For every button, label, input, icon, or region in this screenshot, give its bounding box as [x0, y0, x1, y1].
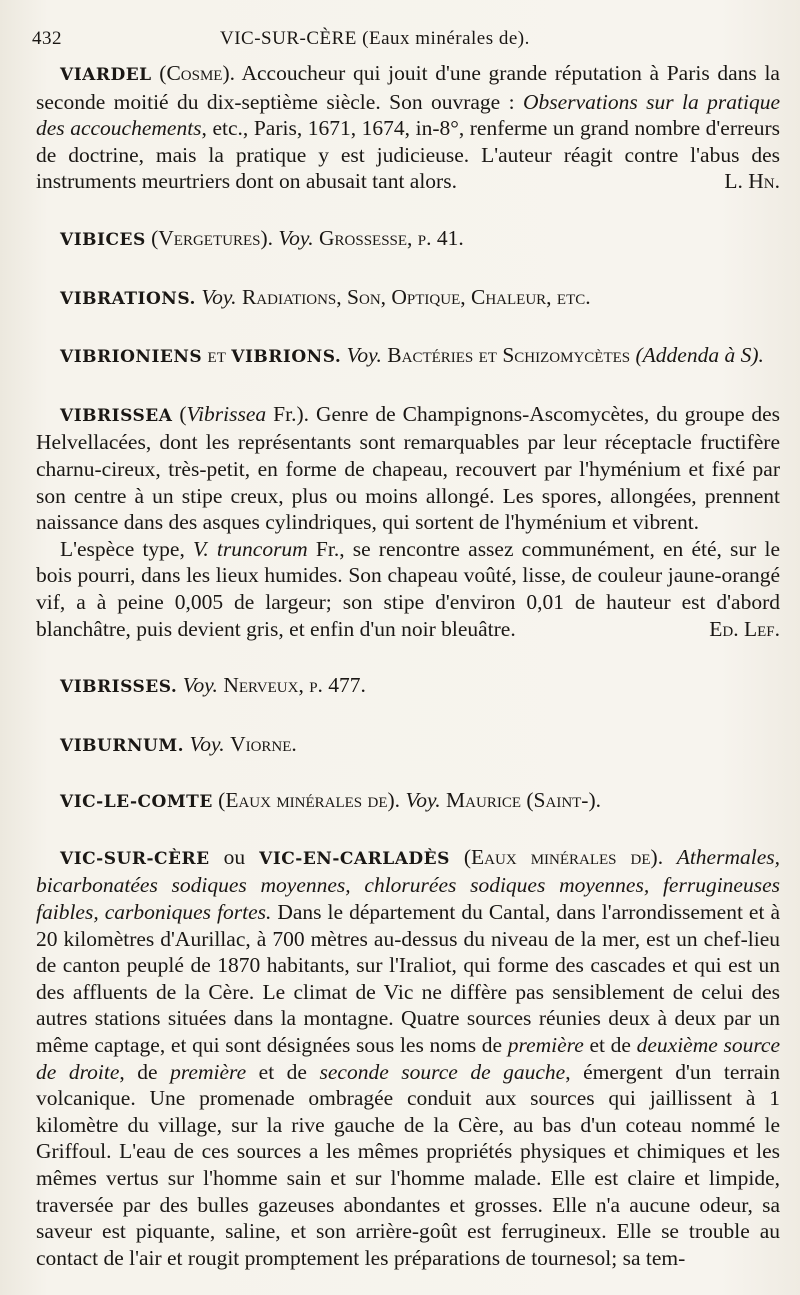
- entry-vibrissea: [36, 401, 780, 642]
- entry-body: Genre de Champignons-Ascomycètes, du groupe des Helvellacées, dont les représentants sont remarquables par leur réceptacle fructifère charnu-cireux, très-petit, en forme de chapeau, recouvert par l'hyménium et fixé par son centre à un stipe creux, plus ou moins allongé. Les spores, allongées, prennent naissance dans des asques cylindriques, qui sortent de l'hyménium et vibrent.: [36, 401, 780, 535]
- addenda-note: (Addenda à S).: [630, 343, 764, 368]
- page-header: [32, 28, 770, 58]
- conjunction: ou: [209, 844, 260, 869]
- headword: VIC-LE-COMTE: [60, 792, 213, 813]
- entry-text: [36, 401, 780, 536]
- cross-reference: Nerveux, p. 477.: [223, 673, 366, 698]
- entry-lead: (Cosme).: [151, 61, 235, 85]
- connector: , de: [119, 1059, 171, 1084]
- cross-reference: Viorne.: [230, 731, 297, 756]
- voy-label: Voy.: [177, 673, 224, 698]
- voy-label: Voy.: [195, 284, 242, 309]
- voy-label: Voy.: [273, 225, 319, 250]
- entry-text: [36, 731, 780, 760]
- entry-vibrioniens: [36, 342, 780, 371]
- cross-reference: Bactéries et Schizomycètes: [387, 343, 631, 368]
- cross-reference: Grossesse, p. 41.: [318, 225, 464, 250]
- headword: VIBICES: [60, 229, 146, 250]
- entry-text: [36, 342, 780, 371]
- headword: VIBRATIONS.: [60, 288, 196, 309]
- source-name-1: première: [507, 1033, 584, 1058]
- species-name: V. truncorum: [193, 536, 308, 561]
- headword: VIBRIONIENS: [60, 347, 203, 368]
- voy-label: Voy.: [341, 343, 388, 368]
- connector: et de: [246, 1059, 320, 1084]
- connector: et de: [583, 1033, 637, 1058]
- entry-text: [36, 672, 780, 701]
- headword: VIBRISSES.: [60, 677, 178, 698]
- entry-text: [36, 844, 780, 1272]
- headword-2: VIBRIONS.: [231, 347, 342, 368]
- source-name-3: première: [170, 1059, 247, 1084]
- headword: VIBRISSEA: [60, 405, 173, 426]
- cross-reference: Maurice (Saint-).: [446, 788, 602, 813]
- paragraph-start: L'espèce type,: [60, 536, 194, 561]
- author-signature: L. Hn.: [724, 169, 780, 194]
- entry-vibices: [36, 225, 780, 254]
- entry-vic-sur-cere: [36, 844, 780, 1272]
- entry-body: Dans le département du Cantal, dans l'arrondissement et à 20 kilomètres d'Aurillac, à 700 mètres au-dessus du niveau de la mer, est un chef-lieu de canton peuplé de 1870 habitants, sur l'Iraliot, qui forme des cascades et qui est un des affluents de la Cère. Le climat de Vic ne diffère pas sensiblement de celui des autres stations situées dans la montagne. Quatre sources réunies deux à deux par un même captage, et qui sont désignées sous les noms de: [36, 900, 780, 1058]
- entry-lead: (Eaux minérales de).: [449, 844, 664, 869]
- entry-body-rest: , émergent d'un terrain volcanique. Une promenade ombragée conduit aux sources qui jaillissent à 1 kilomètre du village, sur la rive gauche de la Cère, au bas d'un coteau nommé le Griffoul. L'eau de ces sources a les mêmes propriétés physiques et chimiques et les mêmes vertus sur l'homme sain et sur l'homme malade. Elle est claire et limpide, traversée par des bulles gazeuses abondantes et grosses. Elle n'a aucune odeur, sa saveur est piquante, saline, et son arrière-goût est ferrugineux. Elle se trouble au contact de l'air et rougit promptement les préparations de tournesol; sa tem-: [36, 1059, 780, 1270]
- entry-text: [36, 787, 780, 816]
- paragraph-rest: Fr., se rencontre assez communément, en été, sur le bois pourri, dans les lieux humides. Son chapeau voûté, lisse, de couleur jaune-orangé vif, a à peine 0,005 de largeur; son stipe d'environ 0,01 de hauteur est d'abord blanchâtre, puis devient gris, et enfin d'un noir bleuâtre.: [36, 536, 781, 641]
- paren-close: Fr.).: [266, 401, 309, 426]
- entry-viardel: [36, 60, 780, 195]
- entry-vibrations: [36, 284, 780, 313]
- voy-label: Voy.: [184, 731, 231, 756]
- page-number: 432: [32, 28, 62, 49]
- entry-body-rest: , etc., Paris, 1671, 1674, in-8°, renferme un grand nombre d'erreurs de doctrine, mais la pratique y est judicieuse. L'auteur réagit contre l'abus des instruments meurtriers dont on abusait tant alors.: [36, 116, 780, 194]
- entry-lead: (Eaux minérales de).: [212, 788, 401, 813]
- headword: VIBURNUM.: [60, 735, 185, 756]
- headword: VIC-SUR-CÈRE: [60, 848, 210, 869]
- author-signature: Ed. Lef.: [709, 616, 780, 641]
- entry-text: [36, 60, 780, 195]
- source-name-4: seconde source de gauche: [319, 1059, 566, 1084]
- paren-open: (: [172, 401, 187, 426]
- water-classification: Athermales, bicarbonatées sodiques moyennes, chlorurées sodiques moyennes, ferrugineuses faibles, carboniques fortes.: [36, 844, 781, 925]
- page-body: [36, 60, 780, 1271]
- source-name-2: deuxième source de droite: [36, 1033, 780, 1084]
- entry-lead: (Vergetures).: [145, 225, 273, 250]
- entry-text: [36, 225, 780, 254]
- entry-text: [36, 284, 780, 313]
- headword-2: VIC-EN-CARLADÈS: [259, 848, 450, 869]
- latin-name: Vibrissea: [186, 401, 267, 426]
- conjunction: et: [202, 343, 232, 368]
- cross-reference: Radiations, Son, Optique, Chaleur, etc.: [241, 284, 591, 309]
- headword: VIARDEL: [60, 65, 152, 85]
- entry-viburnum: [36, 731, 780, 760]
- voy-label: Voy.: [400, 788, 447, 813]
- entry-vibrisses: [36, 672, 780, 701]
- running-title: VIC-SUR-CÈRE (Eaux minérales de).: [220, 28, 530, 49]
- work-title: Observations sur la pratique des accouchements: [36, 89, 780, 141]
- entry-body: Accoucheur qui jouit d'une grande réputation à Paris dans la seconde moitié du dix-septième siècle. Son ouvrage :: [36, 61, 780, 114]
- entry-paragraph-2: [36, 536, 780, 642]
- entry-vic-le-comte: [36, 787, 780, 816]
